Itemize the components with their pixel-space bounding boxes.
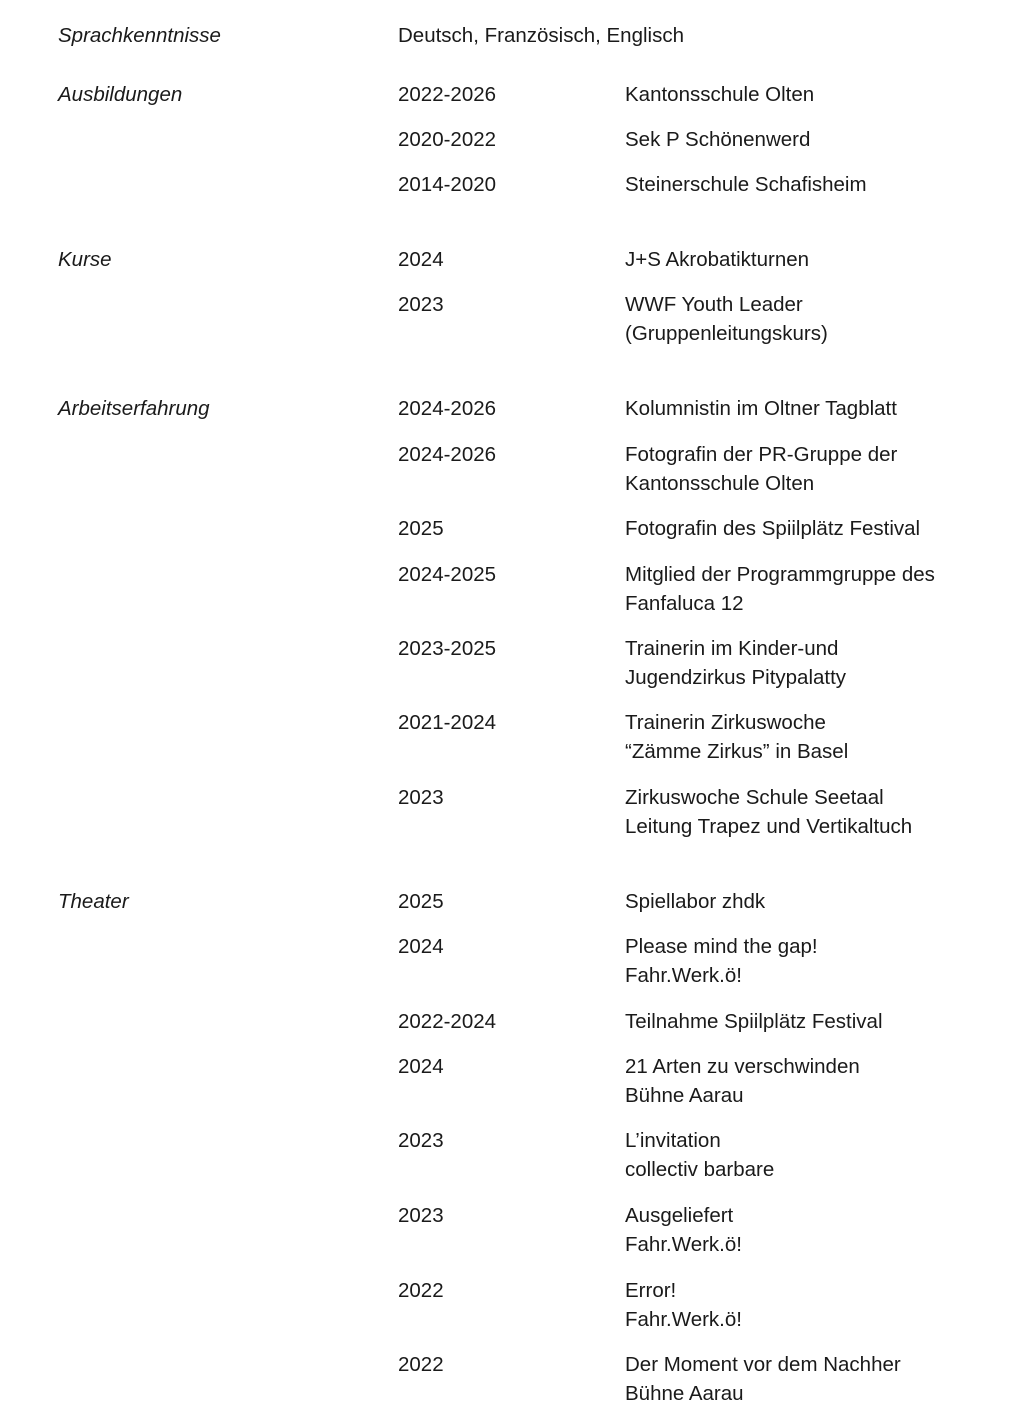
section-label-kurse: Kurse xyxy=(58,248,112,271)
entry-description xyxy=(625,290,828,348)
entry-description-line: Jugendzirkus Pitypalatty xyxy=(625,666,847,689)
entry-description-line: Trainerin im Kinder-und xyxy=(625,637,839,660)
entry-description xyxy=(625,125,810,154)
entry-description xyxy=(625,80,814,109)
entry-year: 2023-2025 xyxy=(398,637,497,660)
entry-description-line: Zirkuswoche Schule Seetaal xyxy=(625,786,884,809)
entry-description xyxy=(625,170,867,199)
section-label-sprachkenntnisse: Sprachkenntnisse xyxy=(58,24,221,47)
entry-description-line: Der Moment vor dem Nachher xyxy=(625,1353,901,1376)
entry-description xyxy=(625,887,765,916)
entry-description xyxy=(625,634,846,692)
entry-description-line: Bühne Aarau xyxy=(625,1084,744,1107)
entry-description-line: collectiv barbare xyxy=(625,1158,775,1181)
entry-description-line: Kantonsschule Olten xyxy=(625,83,815,106)
entry-description xyxy=(625,560,935,618)
entry-description xyxy=(625,1350,901,1408)
entry-description-line: WWF Youth Leader xyxy=(625,293,803,316)
entry-description xyxy=(625,245,809,274)
entry-year: 2021-2024 xyxy=(398,711,497,734)
entry-year: 2014-2020 xyxy=(398,173,497,196)
entry-description xyxy=(625,1007,883,1036)
entry-year: 2023 xyxy=(398,293,444,316)
section-label-arbeitserfahrung: Arbeitserfahrung xyxy=(58,397,210,420)
entry-year: 2024-2026 xyxy=(398,443,497,466)
entry-year: 2020-2022 xyxy=(398,128,497,151)
entry-year: 2025 xyxy=(398,890,444,913)
entry-description-line: Kantonsschule Olten xyxy=(625,472,815,495)
entry-description xyxy=(625,1201,742,1259)
entry-year: 2022 xyxy=(398,1353,444,1376)
entry-year: 2023 xyxy=(398,1129,444,1152)
entry-year: 2023 xyxy=(398,1204,444,1227)
entry-description xyxy=(625,514,920,543)
entry-description-line: L’invitation xyxy=(625,1129,721,1152)
entry-description-line: Mitglied der Programmgruppe des xyxy=(625,563,935,586)
entry-description-line: Ausgeliefert xyxy=(625,1204,734,1227)
entry-description-line: Leitung Trapez und Vertikaltuch xyxy=(625,815,913,838)
section-label-ausbildungen: Ausbildungen xyxy=(58,83,183,106)
entry-description-line: Spiellabor zhdk xyxy=(625,890,766,913)
entry-description xyxy=(625,394,897,423)
entry-description-line: Fahr.Werk.ö! xyxy=(625,1308,742,1331)
entry-year: 2023 xyxy=(398,786,444,809)
section-label-theater: Theater xyxy=(58,890,129,913)
entry-description-line: 21 Arten zu verschwinden xyxy=(625,1055,860,1078)
entry-description xyxy=(625,1276,742,1334)
entry-description xyxy=(625,440,897,498)
entry-year: 2022 xyxy=(398,1279,444,1302)
entry-year: 2022-2024 xyxy=(398,1010,497,1033)
entry-description xyxy=(625,932,818,990)
entry-description-line: Error! xyxy=(625,1279,677,1302)
entry-description xyxy=(625,783,912,841)
entry-description-line: Fanfaluca 12 xyxy=(625,592,744,615)
entry-description xyxy=(625,1126,774,1184)
sprachkenntnisse-value: Deutsch, Französisch, Englisch xyxy=(398,24,684,47)
entry-description-line: “Zämme Zirkus” in Basel xyxy=(625,740,849,763)
entry-description-line: Kolumnistin im Oltner Tagblatt xyxy=(625,397,897,420)
entry-description-line: Bühne Aarau xyxy=(625,1382,744,1405)
entry-description xyxy=(625,1052,860,1110)
entry-description-line: Fotografin des Spiilplätz Festival xyxy=(625,517,921,540)
entry-year: 2024-2026 xyxy=(398,397,497,420)
entry-description-line: Trainerin Zirkuswoche xyxy=(625,711,826,734)
entry-description-line: Fahr.Werk.ö! xyxy=(625,964,742,987)
entry-year: 2022-2026 xyxy=(398,83,497,106)
entry-description-line: Teilnahme Spiilplätz Festival xyxy=(625,1010,883,1033)
entry-year: 2024 xyxy=(398,935,444,958)
entry-year: 2024 xyxy=(398,1055,444,1078)
entry-description-line: (Gruppenleitungskurs) xyxy=(625,322,828,345)
entry-description-line: J+S Akrobatikturnen xyxy=(625,248,810,271)
entry-year: 2025 xyxy=(398,517,444,540)
entry-description-line: Fotografin der PR-Gruppe der xyxy=(625,443,898,466)
entry-description-line: Fahr.Werk.ö! xyxy=(625,1233,742,1256)
entry-description-line: Please mind the gap! xyxy=(625,935,818,958)
entry-description-line: Sek P Schönenwerd xyxy=(625,128,811,151)
entry-description-line: Steinerschule Schafisheim xyxy=(625,173,867,196)
entry-description xyxy=(625,708,848,766)
entry-year: 2024-2025 xyxy=(398,563,497,586)
entry-year: 2024 xyxy=(398,248,444,271)
